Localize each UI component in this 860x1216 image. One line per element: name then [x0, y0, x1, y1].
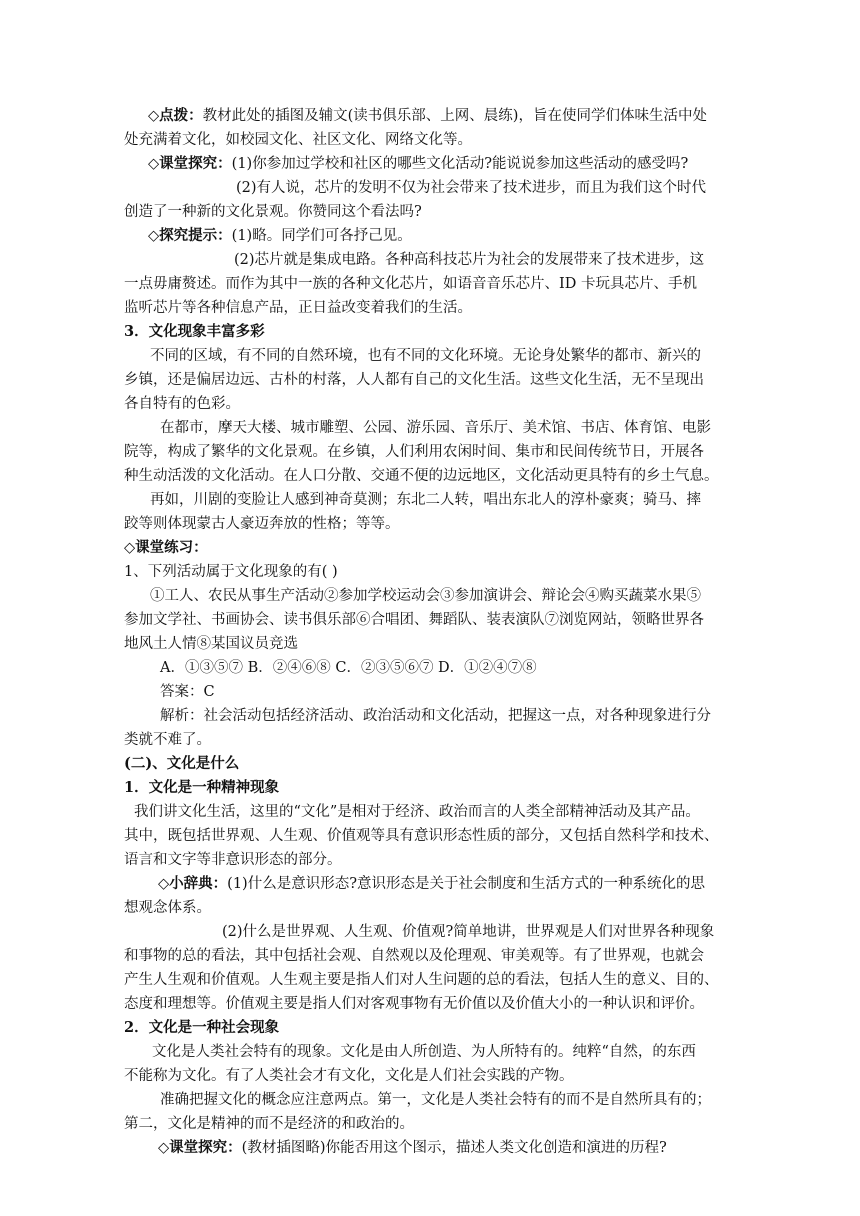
tip-label: ◇探究提示：: [148, 227, 232, 244]
text-line: 想观念体系。: [124, 900, 211, 916]
text-line: 院等，构成了繁华的文化景观。在乡镇，人们利用农闲时间、集市和民间传统节日，开展各: [124, 444, 704, 460]
text-line: 文化是人类社会特有的现象。文化是由人所创造、为人所特有的。纯粹“自然，的东西: [152, 1044, 696, 1060]
hint-label: ◇点拨：: [148, 107, 203, 124]
dictionary-label: ◇小辞典：: [158, 875, 228, 892]
explanation: 类就不难了。: [124, 732, 211, 748]
text-line: 跤等则体现蒙古人豪迈奔放的性格；等等。: [124, 516, 400, 532]
subsection-heading: 2．文化是一种社会现象: [124, 1019, 280, 1036]
explore-question: (教材插图略)你能否用这个图示，描述人类文化创造和演进的历程?: [241, 1140, 667, 1156]
text-line: 语言和文字等非意识形态的部分。: [124, 852, 342, 868]
text-line: 第二，文化是精神的而不是经济的和政治的。: [124, 1116, 414, 1132]
tip-line: [148, 224, 412, 248]
question-text: 地风土人情⑧某国议员竞选: [124, 636, 298, 652]
text-line: 一点毋庸赘述。而作为其中一族的各种文化芯片，如语音音乐芯片、ID 卡玩具芯片、手机: [124, 276, 697, 292]
explore-question-2: (2)有人说，芯片的发明不仅为社会带来了技术进步，而且为我们这个时代: [236, 180, 707, 196]
text-line: 其中，既包括世界观、人生观、价值观等具有意识形态性质的部分，又包括自然科学和技术、: [124, 828, 719, 844]
tip-text-2: (2)芯片就是集成电路。各种高科技芯片为社会的发展带来了技术进步，这: [234, 252, 705, 268]
text-line: 不同的区域，有不同的自然环境，也有不同的文化环境。无论身处繁华的都市、新兴的: [150, 348, 701, 364]
text-line: 在都市，摩天大楼、城市雕塑、公园、游乐园、音乐厅、美术馆、书店、体育馆、电影: [160, 420, 711, 436]
answer-options: A．①③⑤⑦ B．②④⑥⑧ C．②③⑤⑥⑦ D．①②④⑦⑧: [160, 660, 537, 676]
text-line: 我们讲文化生活，这里的“文化”是相对于经济、政治而言的人类全部精神活动及其产品。: [134, 804, 700, 820]
answer: 答案：C: [160, 684, 215, 700]
text-line: 态度和理想等。价值观主要是指人们对客观事物有无价值以及价值大小的一种认识和评价。: [124, 996, 704, 1012]
section-heading: (二)、文化是什么: [124, 755, 240, 772]
practice-label: ◇课堂练习：: [124, 539, 208, 556]
explore-line: [148, 152, 688, 176]
dictionary-text-1: (1)什么是意识形态?意识形态是关于社会制度和生活方式的一种系统化的思: [227, 876, 705, 892]
text-line: 乡镇，还是偏居边远、古朴的村落，人人都有自己的文化生活。这些文化生活，无不呈现出: [124, 372, 704, 388]
dictionary-text-2: (2)什么是世界观、人生观、价值观?简单地讲，世界观是人们对世界各种现象: [222, 924, 715, 940]
text-line: 再如，川剧的变脸让人感到神奇莫测；东北二人转，唱出东北人的淳朴豪爽；骑马、摔: [150, 492, 701, 508]
text-line: 种生动活泼的文化活动。在人口分散、交通不便的边远地区，文化活动更具特有的乡土气息。: [124, 468, 719, 484]
explore-line: [158, 1136, 667, 1160]
explore-label: ◇课堂探究：: [148, 155, 232, 172]
text-line: 和事物的总的看法，其中包括社会观、自然观以及伦理观、审美观等。有了世界观，也就会: [124, 948, 704, 964]
text-line: 不能称为文化。有了人类社会才有文化，文化是人们社会实践的产物。: [124, 1068, 574, 1084]
explanation: 解析：社会活动包括经济活动、政治活动和文化活动，把握这一点，对各种现象进行分: [160, 708, 711, 724]
text-line: 监听芯片等各种信息产品，正日益改变着我们的生活。: [124, 300, 472, 316]
subsection-heading: 1．文化是一种精神现象: [124, 779, 280, 796]
text-line: 创造了一种新的文化景观。你赞同这个看法吗?: [124, 204, 422, 220]
explore-question-1: (1)你参加过学校和社区的哪些文化活动?能说说参加这些活动的感受吗?: [231, 156, 689, 172]
hint-paragraph-line: [148, 104, 707, 128]
tip-text-1: (1)略。同学们可各抒己见。: [231, 228, 412, 244]
hint-text: 教材此处的插图及辅文(读书俱乐部、上网、晨练)，旨在使同学们体味生活中处: [202, 108, 707, 124]
text-line: 处充满着文化，如校园文化、社区文化、网络文化等。: [124, 132, 472, 148]
question-text: ①工人、农民从事生产活动②参加学校运动会③参加演讲会、辩论会④购买蔬菜水果⑤: [150, 588, 701, 604]
text-line: 产生人生观和价值观。人生观主要是指人们对人生问题的总的看法，包括人生的意义、目的、: [124, 972, 719, 988]
dictionary-line: [158, 872, 705, 896]
text-line: 准确把握文化的概念应注意两点。第一，文化是人类社会特有的而不是自然所具有的；: [160, 1092, 711, 1108]
question-stem: 1、下列活动属于文化现象的有( ): [124, 564, 338, 580]
section-heading: 3．文化现象丰富多彩: [124, 323, 265, 340]
text-line: 各自特有的色彩。: [124, 396, 240, 412]
explore-label: ◇课堂探究：: [158, 1139, 242, 1156]
question-text: 参加文学社、书画协会、读书俱乐部⑥合唱团、舞蹈队、装表演队⑦浏览网站，领略世界各: [124, 612, 704, 628]
